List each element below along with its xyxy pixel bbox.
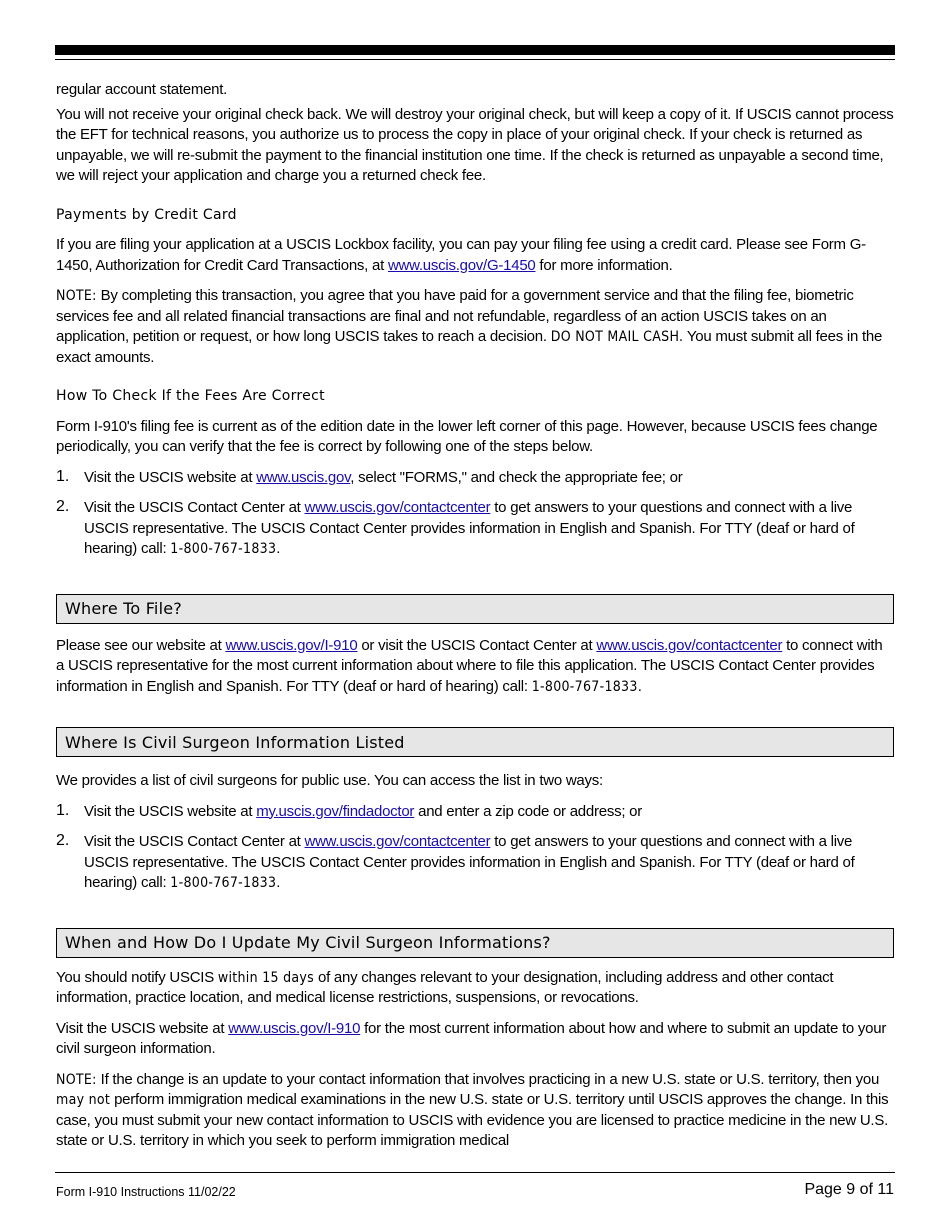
header-rule-thin bbox=[55, 59, 895, 60]
civil-surgeon-list-item-1 bbox=[56, 802, 894, 823]
footer-rule bbox=[55, 1172, 895, 1173]
intro-paragraph-1: regular account statement. bbox=[56, 81, 228, 98]
list-number: 1. bbox=[56, 801, 70, 819]
list-text-start: Visit the USCIS website at bbox=[84, 468, 257, 486]
list-text-mid: to get answers to your questions and connect with a live USCIS representative. The USCIS Contact Center provides information in English and Spanish. For TTY (deaf or hard of hearing) call: bbox=[84, 833, 855, 891]
note-label: NOTE: bbox=[56, 1071, 97, 1088]
check-fees-paragraph: Form I-910's filing fee is current as of the edition date in the lower left corner of this page. However, because USCIS fees change periodically, you can verify that the fee is correct by following one of the steps below. bbox=[56, 417, 878, 455]
page-number: Page 9 of 11 bbox=[804, 1181, 894, 1198]
where-to-file-paragraph bbox=[56, 636, 894, 698]
find-a-doctor-link[interactable]: my.uscis.gov/findadoctor bbox=[256, 802, 415, 820]
civil-surgeon-paragraph: We provides a list of civil surgeons for public use. You can access the list in two ways: bbox=[56, 772, 603, 789]
tty-phone-number: 1-800-767-1833 bbox=[170, 541, 277, 557]
do-not-mail-cash: DO NOT MAIL CASH. bbox=[550, 329, 684, 345]
paragraph-text-end: . bbox=[637, 677, 642, 695]
paragraph-text: You should notify USCIS bbox=[56, 968, 218, 986]
credit-card-text-end: for more information. bbox=[535, 256, 673, 274]
civil-surgeon-list-item-2 bbox=[56, 832, 894, 894]
list-text-end: . bbox=[276, 874, 281, 891]
within-15-days: within 15 days bbox=[217, 969, 315, 986]
list-item-text bbox=[84, 802, 894, 823]
update-note bbox=[56, 1070, 894, 1152]
paragraph-text: Please see our website at bbox=[56, 636, 226, 654]
note-text-end: perform immigration medical examinations in the new U.S. state or U.S. territory until USCIS approves the change. In this case, you must submit your new contact information to USCIS with evidence you are licensed to practice medicine in the new U.S. state or U.S. territory in which you seek to perform immigration medical bbox=[56, 1091, 889, 1149]
credit-card-text: If you are filing your application at a USCIS Lockbox facility, you can pay your filing fee using a credit card. Please see Form G-1450, Authorization for Credit Card Transactions, at bbox=[56, 236, 866, 274]
tty-phone-number: 1-800-767-1833 bbox=[170, 875, 277, 891]
section-title: When and How Do I Update My Civil Surgeon Informations? bbox=[65, 933, 551, 952]
credit-card-note bbox=[56, 286, 894, 368]
list-item-text bbox=[84, 832, 894, 894]
list-item-text bbox=[84, 498, 894, 560]
note-text: If the change is an update to your contact information that involves practicing in a new U.S. state or U.S. territory, then you bbox=[96, 1070, 880, 1088]
paragraph-text-end: for the most current information about how and where to submit an update to your civil surgeon information. bbox=[56, 1019, 887, 1057]
contact-center-link[interactable]: www.uscis.gov/contactcenter bbox=[304, 833, 491, 850]
check-fees-list-item-2 bbox=[56, 498, 894, 560]
note-text: By completing this transaction, you agree that you have paid for a government service and that the filing fee, biometric services fee and all related financial transactions are final and not refundable, regardless of an action USCIS takes on an application, petition or request, or how long USCIS takes to reach a decision. bbox=[56, 287, 854, 345]
list-text-start: Visit the USCIS Contact Center at bbox=[84, 499, 305, 516]
list-number: 2. bbox=[56, 832, 70, 849]
note-label: NOTE: bbox=[56, 288, 97, 304]
update-paragraph-2 bbox=[56, 1019, 894, 1060]
section-title: Where To File? bbox=[65, 599, 182, 618]
section-where-to-file bbox=[56, 594, 894, 624]
paragraph-text: to connect with a USCIS representative for the most current information about where to file this application. The USCIS Contact Center provides information in English and Spanish. For TTY (deaf or hard of hearing) call: bbox=[56, 636, 883, 695]
credit-card-paragraph bbox=[56, 235, 894, 276]
may-not-emphasis: may not bbox=[56, 1092, 111, 1108]
credit-card-heading: Payments by Credit Card bbox=[56, 206, 237, 223]
paragraph-text: or visit the USCIS Contact Center at bbox=[357, 636, 597, 654]
list-text-start: Visit the USCIS website at bbox=[84, 802, 257, 820]
paragraph-text: Visit the USCIS website at bbox=[56, 1019, 229, 1037]
list-item-text bbox=[84, 468, 894, 489]
list-text-mid: to get answers to your questions and connect with a live USCIS representative. The USCIS Contact Center provides information in English and Spanish. For TTY (deaf or hard of hearing) call: bbox=[84, 499, 855, 557]
list-number: 1. bbox=[56, 467, 70, 485]
list-text-start: Visit the USCIS Contact Center at bbox=[84, 833, 305, 850]
header-rule-thick bbox=[55, 45, 895, 55]
contact-center-link[interactable]: www.uscis.gov/contactcenter bbox=[304, 499, 491, 516]
form-edition-label: Form I-910 Instructions 11/02/22 bbox=[56, 1185, 236, 1199]
uscis-website-link[interactable]: www.uscis.gov bbox=[256, 468, 351, 486]
list-text-end: , select "FORMS," and check the appropriate fee; or bbox=[350, 468, 683, 486]
section-civil-surgeon-info bbox=[56, 727, 894, 757]
list-text-end: and enter a zip code or address; or bbox=[414, 802, 642, 820]
i910-link[interactable]: www.uscis.gov/I-910 bbox=[225, 636, 358, 654]
section-title: Where Is Civil Surgeon Information Listed bbox=[65, 732, 405, 752]
page-content bbox=[56, 80, 894, 1152]
i910-link[interactable]: www.uscis.gov/I-910 bbox=[228, 1019, 361, 1037]
contact-center-link[interactable]: www.uscis.gov/contactcenter bbox=[596, 636, 783, 654]
section-update-info bbox=[56, 928, 894, 958]
list-text-end: . bbox=[276, 540, 281, 557]
intro-paragraph-2: You will not receive your original check back. We will destroy your original check, but will keep a copy of it. If USCIS cannot process the EFT for technical reasons, you authorize us to process the copy in place of your original check. If your check is returned as unpayable, we will re-submit the payment to the financial institution one time. If the check is returned as unpayable a second time, we will reject your application and charge you a returned check fee. bbox=[56, 105, 894, 184]
update-paragraph-1 bbox=[56, 968, 894, 1009]
note-text-end: You must submit all fees in the exact amounts. bbox=[56, 328, 883, 366]
list-number: 2. bbox=[56, 498, 70, 515]
check-fees-heading: How To Check If the Fees Are Correct bbox=[56, 388, 325, 404]
tty-phone-number: 1-800-767-1833 bbox=[531, 678, 638, 695]
paragraph-text-end: of any changes relevant to your designation, including address and other contact information, practice location, and medical license restrictions, suspensions, or revocations. bbox=[56, 968, 834, 1006]
g1450-link[interactable]: www.uscis.gov/G-1450 bbox=[387, 256, 536, 274]
check-fees-list-item-1 bbox=[56, 468, 894, 489]
